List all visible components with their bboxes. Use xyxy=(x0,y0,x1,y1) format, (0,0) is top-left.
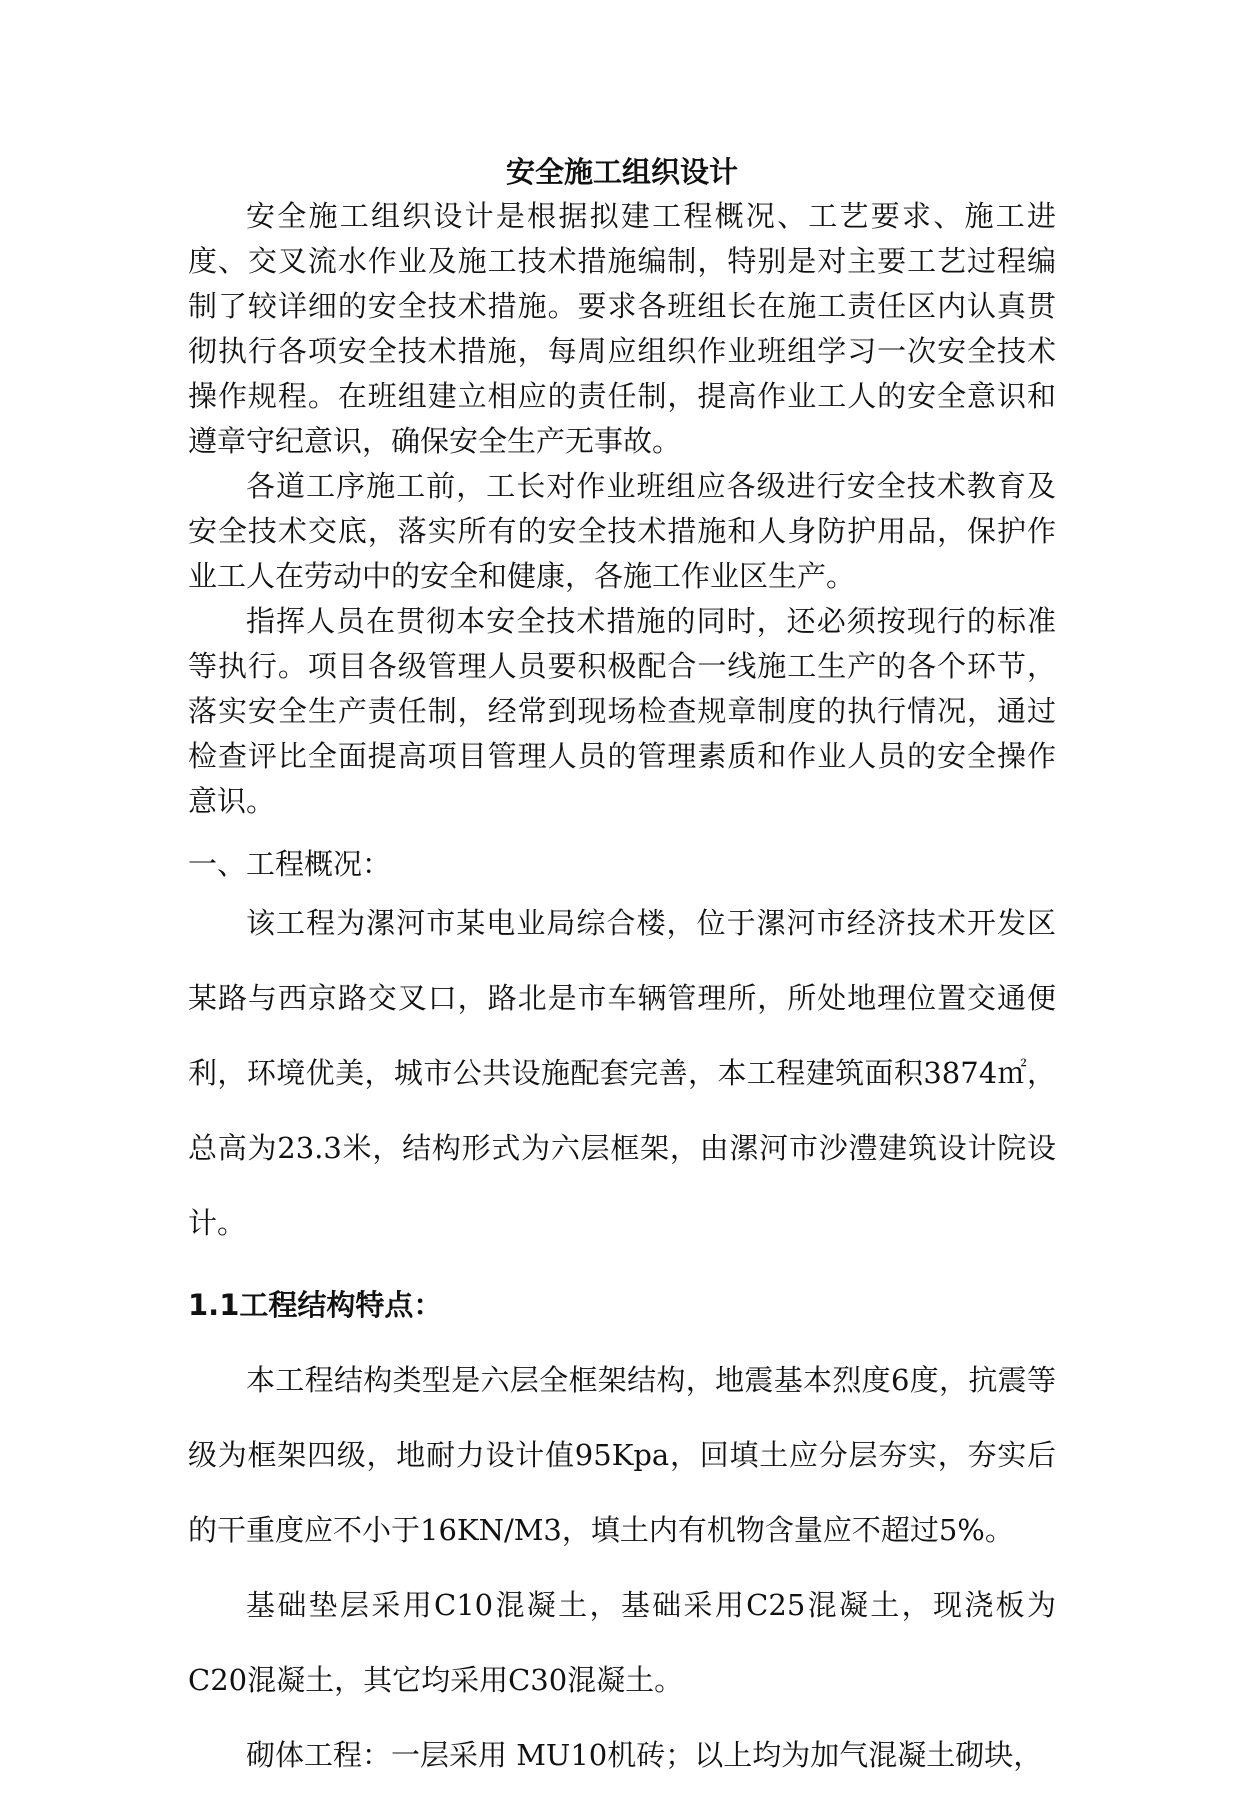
section-structure-features xyxy=(188,1283,1056,1793)
intro-paragraph-3: 指挥人员在贯彻本安全技术措施的同时，还必须按现行的标准等执行。项目各级管理人员要积极配合一线施工生产的各个环节，落实安全生产责任制，经常到现场检查规章制度的执行情况，通过检查评比全面提高项目管理人员的管理素质和作业人员的安全操作意识。 xyxy=(188,604,1056,818)
project-overview-paragraph: 该工程为漯河市某电业局综合楼，位于漯河市经济技术开发区某路与西京路交叉口，路北是市车辆管理所，所处地理位置交通便利，环境优美，城市公共设施配套完善，本工程建筑面积3874㎡，总高为23.3米，结构形式为六层框架，由漯河市沙澧建筑设计院设计。 xyxy=(188,906,1056,1240)
section-heading-project-overview: 一、工程概况： xyxy=(188,847,392,881)
intro-paragraph-1: 安全施工组织设计是根据拟建工程概况、工艺要求、施工进度、交叉流水作业及施工技术措施编制，特别是对主要工艺过程编制了较详细的安全技术措施。要求各班组长在施工责任区内认真贯彻执行各项安全技术措施，每周应组织作业班组学习一次安全技术操作规程。在班组建立相应的责任制，提高作业工人的安全意识和遵章守纪意识，确保安全生产无事故。 xyxy=(188,199,1056,458)
section-project-overview xyxy=(188,842,1056,1261)
structure-paragraph-3: 砌体工程：一层采用 MU10机砖；以上均为加气混凝土砌块， xyxy=(246,1738,1043,1772)
section-heading-structure-features: 1.1工程结构特点： xyxy=(188,1288,443,1322)
document-title: 安全施工组织设计 xyxy=(505,155,738,189)
structure-paragraph-2: 基础垫层采用C10混凝土，基础采用C25混凝土，现浇板为C20混凝土，其它均采用C30混凝土。 xyxy=(188,1588,1056,1697)
structure-paragraph-1: 本工程结构类型是六层全框架结构，地震基本烈度6度，抗震等级为框架四级，地耐力设计值95Kpa，回填土应分层夯实，夯实后的干重度应不小于16KN/M3，填土内有机物含量应不超过5%。 xyxy=(188,1363,1056,1547)
document-page xyxy=(188,150,1056,1793)
intro-paragraph-2: 各道工序施工前，工长对作业班组应各级进行安全技术教育及安全技术交底，落实所有的安全技术措施和人身防护用品，保护作业工人在劳动中的安全和健康，各施工作业区生产。 xyxy=(188,469,1056,593)
